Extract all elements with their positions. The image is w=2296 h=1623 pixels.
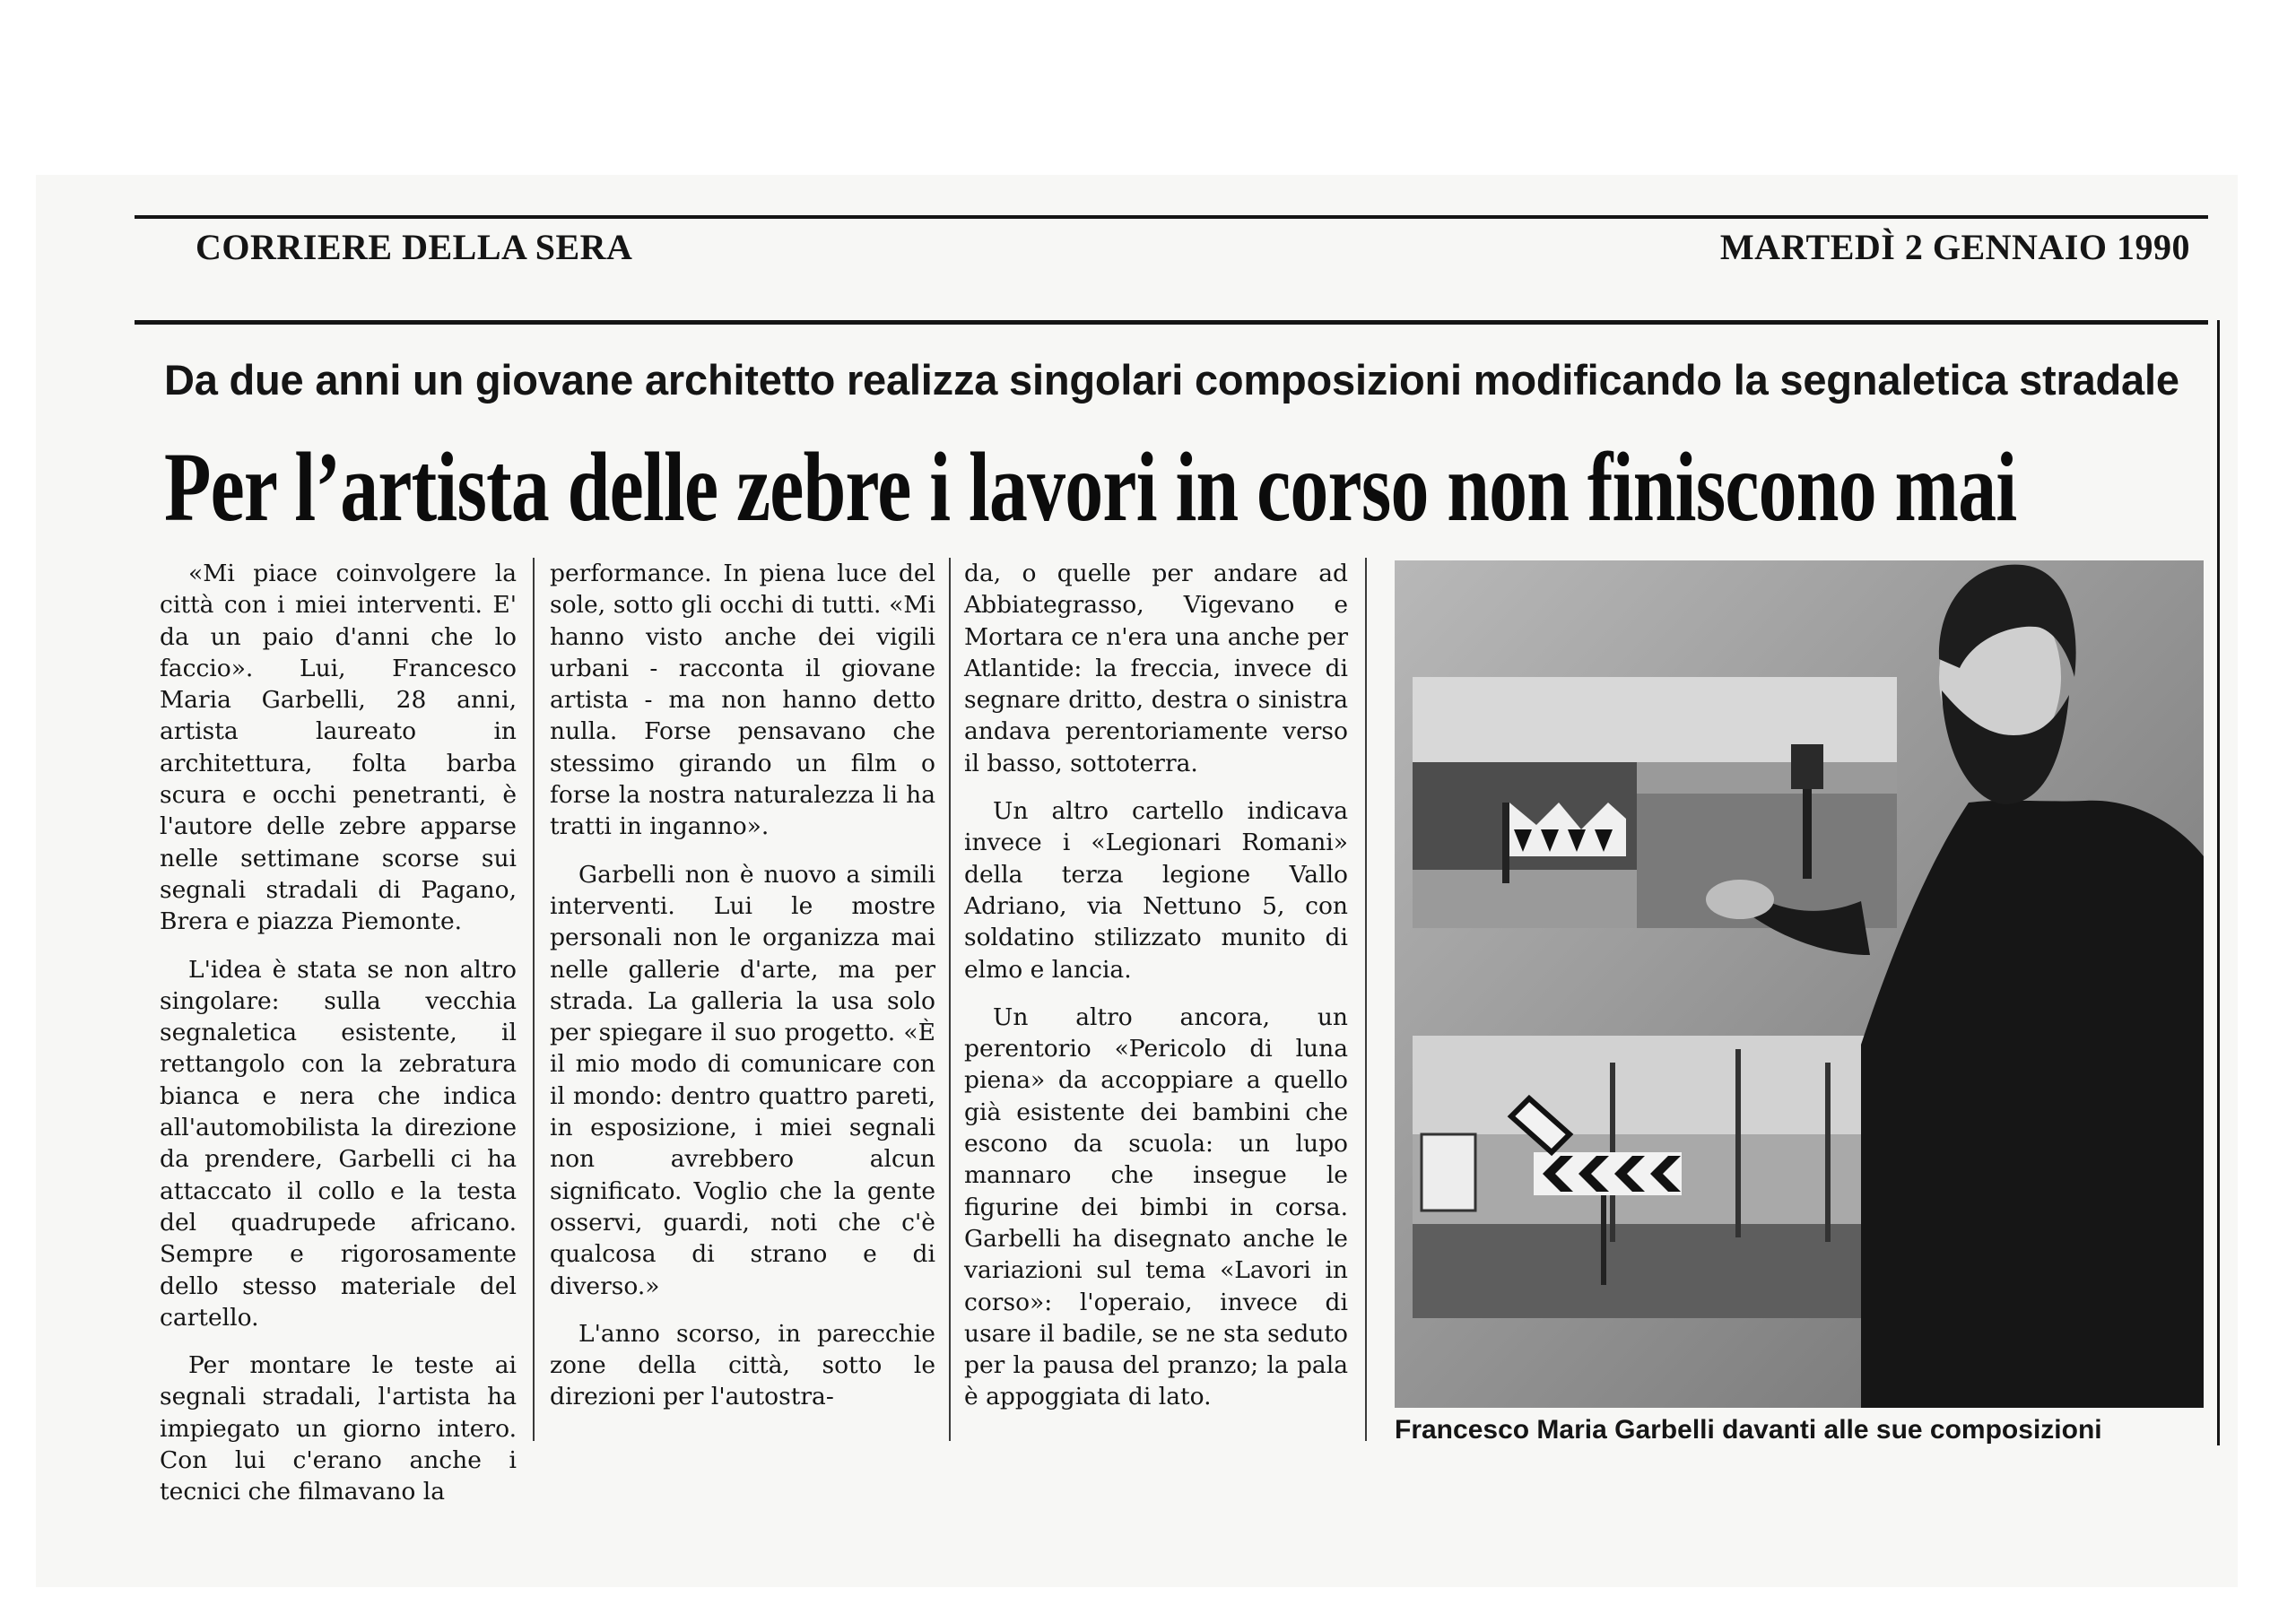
article-right-border xyxy=(2217,320,2220,1445)
article-headline: Per l’artista delle zebre i lavori in corso non finiscono mai xyxy=(164,432,2017,542)
article-column-1 xyxy=(160,558,517,1508)
article-subhead: Da due anni un giovane architetto realizza singolari composizioni modificando la segnaletica stradale xyxy=(164,356,2179,404)
column-divider xyxy=(1365,558,1367,1441)
photo-caption: Francesco Maria Garbelli davanti alle sue composizioni xyxy=(1395,1415,2102,1445)
paragraph: performance. In piena luce del sole, sotto gli occhi di tutti. «Mi hanno visto anche dei vigili urbani - racconta il giovane artista - ma non hanno detto nulla. Forse pensavano che stessimo girando un film o forse la nostra naturalezza li ha tratti in inganno». xyxy=(550,560,935,841)
issue-date: MARTEDÌ 2 GENNAIO 1990 xyxy=(1719,227,2190,267)
paragraph: L'idea è stata se non altro singolare: sulla vecchia segnaletica esistente, il rettangolo con la zebratura bianca e nera che indica all'automobilista la direzione da prendere, Garbelli ci ha attaccato il collo e la testa del quadrupede africano. Sempre e rigorosamente dello stesso materiale del cartello. xyxy=(160,955,517,1332)
masthead-bottom-rule xyxy=(135,320,2208,325)
paragraph: L'anno scorso, in parecchie zone della città, sotto le direzioni per l'autostra- xyxy=(550,1319,935,1411)
paragraph: Garbelli non è nuovo a simili interventi. Lui le mostre personali non le organizza mai nelle gallerie d'arte, ma per strada. La galleria la usa solo per spiegare il suo progetto. «È il mio modo di comunicare con il mondo: dentro quattro pareti, in esposizione, i miei segnali non avrebbero alcun significato. Voglio che la gente osservi, guardi, noti che c'è qualcosa di strano e di diverso.» xyxy=(550,860,935,1300)
paragraph: da, o quelle per andare ad Abbiategrasso, Vigevano e Mortara ce n'era una anche per Atlantide: la freccia, invece di segnare dritto, destra o sinistra andava perentoriamente verso il basso, sottoterra. xyxy=(964,560,1348,777)
paragraph: «Mi piace coinvolgere la città con i miei interventi. E' da un paio d'anni che lo faccio». Lui, Francesco Maria Garbelli, 28 anni, artista laureato in architettura, folta barba scura e occhi penetranti, è l'autore delle zebre apparse nelle settimane scorse sui segnali stradali di Pagano, Brera e piazza Piemonte. xyxy=(160,560,517,936)
column-divider xyxy=(533,558,535,1441)
photo-illustration xyxy=(1395,560,2204,1408)
paragraph: Per montare le teste ai segnali stradali, l'artista ha impiegato un giorno intero. Con lui c'erano anche i tecnici che filmavano la xyxy=(160,1351,517,1506)
newspaper-name: CORRIERE DELLA SERA xyxy=(196,227,633,267)
article-photo xyxy=(1395,560,2204,1408)
article-column-2 xyxy=(550,558,935,1413)
masthead-top-rule xyxy=(135,215,2208,219)
article-column-3 xyxy=(964,558,1348,1413)
paragraph: Un altro cartello indicava invece i «Legionari Romani» della terza legione Vallo Adriano, via Nettuno 5, con soldatino stilizzato munito di elmo e lancia. xyxy=(964,797,1348,984)
paragraph: Un altro ancora, un perentorio «Pericolo di luna piena» da accoppiare a quello già esistente dei bambini che escono da scuola: un lupo mannaro che insegue le figurine dei bimbi in corsa. Garbelli ha disegnato anche le variazioni sul tema «Lavori in corso»: l'operaio, invece di usare il badile, se ne sta seduto per la pausa del pranzo; la pala è appoggiata di lato. xyxy=(964,1002,1348,1411)
column-divider xyxy=(949,558,951,1441)
